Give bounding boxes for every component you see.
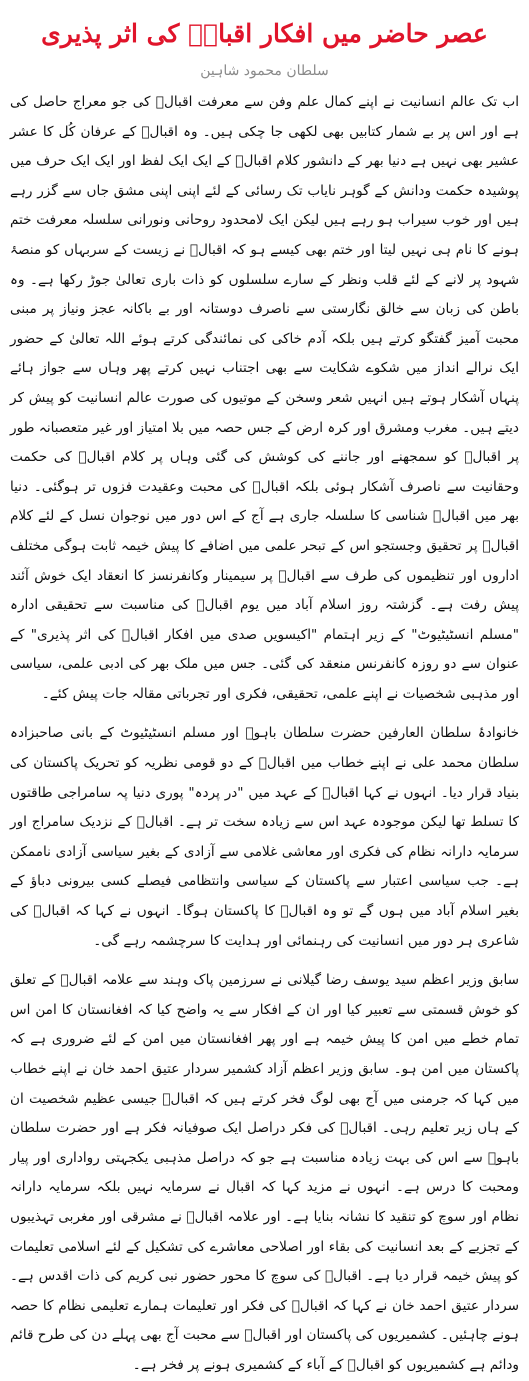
article-paragraph-2: خانوادۂ سلطان العارفین حضرت سلطان باہوؒ اور مسلم انسٹیٹیوٹ کے بانی صاحبزادہ سلطان محمد علی نے اپنے خطاب میں اقبالؒ کے دو قومی نظریہ کو تحریک پاکستان کی بنیاد قرار دیا۔ انہوں نے کہا اقبالؒ کے عہد میں "در پردہ" پوری دنیا پہ سامراجی طاقتوں کا تسلط تھا لیکن موجودہ عہد اس سے زیادہ سخت تر ہے۔ اقبالؒ کے نزدیک سامراج اور سرمایہ دارانہ نظام کی فکری اور معاشی غلامی سے آزادی کے بغیر سیاسی آزادی ناممکن ہے۔ جب سیاسی اعتبار سے پاکستان کے سیاسی وانتظامی فیصلے کسی بیرونی دباؤ کے بغیر اسلام آباد میں ہوں گے تو وہ اقبالؒ کا پاکستان ہوگا۔ انہوں نے کہا کہ اقبالؒ کی شاعری ہر دور میں انسانیت کی رہنمائی اور ہدایت کا سرچشمہ رہے گی۔ — [10, 725, 519, 949]
article-body — [10, 88, 519, 1381]
article-paragraph-3: سابق وزیر اعظم سید یوسف رضا گیلانی نے سرزمین پاک وہند سے علامہ اقبالؒ کے تعلق کو خوش قسمتی سے تعبیر کیا اور ان کے افکار سے یہ واضح کیا کہ افغانستان کا امن اس تمام خطے میں امن کا پیش خیمہ ہے اور پھر افغانستان میں امن کے لئے ضروری ہے کہ پاکستان میں امن ہو۔ سابق وزیر اعظم آزاد کشمیر سردار عتیق احمد خان نے اپنے خطاب میں کہا کہ جرمنی میں آج بھی لوگ فخر کرتے ہیں کہ اقبالؒ جیسی عظیم شخصیت ان کے ہاں زیر تعلیم رہی۔ اقبالؒ کی فکر دراصل ایک صوفیانہ فکر ہے اور حضرت سلطان باہوؒ سے اس کی بہت زیادہ مناسبت ہے جو کہ دراصل مذہبی یکجہتی رواداری اور پیار ومحبت کا درس ہے۔ انہوں نے مزید کہا کہ اقبال نے سرمایہ نہیں بلکہ سرمایہ دارانہ نظام اور سوچ کو تنقید کا نشانہ بنایا ہے۔ اور علامہ اقبالؒ نے مشرقی اور مغربی تہذیبوں کے تجزیے کے بعد انسانیت کی بقاء اور اصلاحی معاشرے کی تشکیل کے لئے اسلامی تعلیمات کو پیش خیمہ قرار دیا ہے۔ اقبالؒ کی سوچ کا محور حضور نبی کریم کی ذات اقدس ہے۔ سردار عتیق احمد خان نے کہا کہ اقبالؒ کی فکر اور تعلیمات ہمارے تعلیمی نظام کا حصہ ہونے چاہئیں۔ کشمیریوں کی پاکستان اور اقبالؒ سے محبت آج بھی پہلے دن کی طرح قائم ودائم ہے کشمیریوں کو اقبالؒ کے آباء کے کشمیری ہونے پر فخر ہے۔ — [10, 972, 519, 1373]
author-byline: سلطان محمود شاہین — [200, 63, 329, 79]
article-paragraph-1: اب تک عالم انسانیت نے اپنے کمال علم وفن سے معرفت اقبالؒ کی جو معراج حاصل کی ہے اور اس پر بے شمار کتابیں بھی لکھی جا چکی ہیں۔ وہ اقبالؒ کے عرفان کُل کا عشر عشیر بھی نہیں ہے دنیا بھر کے دانشور کلام اقبالؒ کے ایک ایک لفظ اور ایک ایک حرف میں پوشیدہ حکمت ودانش کے گوہر نایاب تک رسائی کے لئے اپنی اپنی مشق جاں سے گزر رہے ہیں اور خوب سیراب ہو رہے ہیں لیکن ایک لامحدود روحانی ونورانی سلسلہ معرفت ختم ہونے کا نام ہی نہیں لیتا اور ختم بھی کیسے ہو کہ اقبالؒ نے زیست کے سربہاں کو منصۂ شہود پر لانے کے لئے قلب ونظر کے سارے سلسلوں کو ذات باری تعالیٰ جوڑ رکھا ہے۔ وہ باطن کی زبان سے خالق نگارستی سے ناصرف دوستانہ اور بے باکانہ عجز ونیاز پر مبنی محبت آمیز گفتگو کرتے ہیں بلکہ آدم خاکی کی نمائندگی کرتے ہوئے اللہ تعالیٰ کے حضور ایک نرالے انداز میں شکوے شکایت سے بھی اجتناب نہیں کرتے پھر وہاں سے جواز ہائے پنہاں آشکار ہوتے ہیں انہیں شعر وسخن کے موتیوں کی صورت عالم انسانیت کو پیش کر دیتے ہیں۔ مغرب ومشرق اور کرہ ارض کے جس حصہ میں بلا امتیاز اور غیر متعصبانہ طور پر اقبالؒ کو سمجھنے اور جاننے کی کوشش کی گئی وہاں پر کلام اقبالؒ کی حکمت وحقانیت سے ناصرف آشکار ہوئی بلکہ اقبالؒ کی محبت وعقیدت فزوں تر ہوگئی۔ دنیا بھر میں اقبالؒ شناسی کا سلسلہ جاری ہے آج کے اس دور میں نوجوان نسل کے لئے کلام اقبالؒ پر تحقیق وجستجو اس کے تبحر علمی میں اضافے کا پیش خیمہ ثابت ہوگی مختلف اداروں اور تنظیموں کی طرف سے اقبالؒ پر سیمینار وکانفرنسز کا انعقاد ایک خوش آئند پیش رفت ہے۔ گزشتہ روز اسلام آباد میں یوم اقبالؒ کی مناسبت سے تحقیقی ادارہ "مسلم انسٹیٹیوٹ" کے زیر اہتمام "اکیسویں صدی میں افکار اقبالؒ کی اثر پذیری" کے عنوان سے دو روزہ کانفرنس منعقد کی گئی۔ جس میں ملک بھر کی ادبی علمی، سیاسی اور مذہبی شخصیات نے اپنے علمی، تحقیقی، فکری اور تجرباتی مقالہ جات پیش کئے۔ — [10, 94, 519, 702]
article-title: عصر حاضر میں افکار اقبالؒ کی اثر پذیری — [41, 19, 488, 48]
